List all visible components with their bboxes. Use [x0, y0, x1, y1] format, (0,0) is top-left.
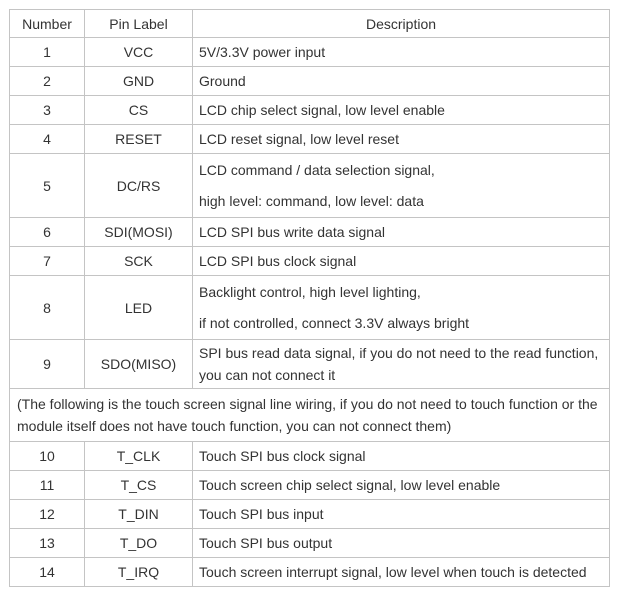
pin-label: DC/RS: [85, 154, 193, 218]
description-line-1: SPI bus read data signal, if you do not need to the read function,: [199, 345, 599, 361]
table-row: [10, 154, 610, 218]
pin-number: 9: [10, 340, 85, 389]
touch-note-line-1: (The following is the touch screen signal line wiring, if you do not need to touch function or the: [17, 396, 598, 412]
pin-number: 10: [10, 442, 85, 471]
pin-number: 5: [10, 154, 85, 218]
pin-label: T_CLK: [85, 442, 193, 471]
table-row: [10, 96, 610, 125]
table-row: [10, 218, 610, 247]
pin-description: Touch screen chip select signal, low level enable: [193, 471, 610, 500]
pin-number: 11: [10, 471, 85, 500]
header-row: [10, 10, 610, 38]
pin-description: Touch SPI bus output: [193, 529, 610, 558]
description-line-2: you can not connect it: [199, 367, 336, 383]
table-row: [10, 529, 610, 558]
pin-description: Touch screen interrupt signal, low level when touch is detected: [193, 558, 610, 587]
table-row: [10, 442, 610, 471]
pin-number: 2: [10, 67, 85, 96]
touch-note: [10, 389, 610, 442]
header-description: Description: [193, 10, 610, 38]
pin-number: 7: [10, 247, 85, 276]
pin-label: T_DO: [85, 529, 193, 558]
pin-label: LED: [85, 276, 193, 340]
table-row: [10, 125, 610, 154]
pin-label: SCK: [85, 247, 193, 276]
pin-description: LCD chip select signal, low level enable: [193, 96, 610, 125]
pin-label: GND: [85, 67, 193, 96]
pin-description: 5V/3.3V power input: [193, 38, 610, 67]
pin-description: [193, 276, 610, 340]
pin-table: [9, 9, 610, 587]
table-row: [10, 558, 610, 587]
description-line-2: if not controlled, connect 3.3V always bright: [199, 315, 470, 331]
pin-number: 6: [10, 218, 85, 247]
pin-number: 13: [10, 529, 85, 558]
pin-description: Ground: [193, 67, 610, 96]
pin-number: 4: [10, 125, 85, 154]
pin-description: LCD SPI bus clock signal: [193, 247, 610, 276]
pin-description: [193, 340, 610, 389]
table-row: [10, 471, 610, 500]
pin-description: Touch SPI bus input: [193, 500, 610, 529]
header-number: Number: [10, 10, 85, 38]
pin-description: LCD reset signal, low level reset: [193, 125, 610, 154]
pin-label: T_IRQ: [85, 558, 193, 587]
pin-label: T_DIN: [85, 500, 193, 529]
table-row: [10, 38, 610, 67]
table-row: [10, 276, 610, 340]
pin-label: RESET: [85, 125, 193, 154]
pin-number: 12: [10, 500, 85, 529]
pin-number: 1: [10, 38, 85, 67]
pin-label: SDI(MOSI): [85, 218, 193, 247]
header-pin-label: Pin Label: [85, 10, 193, 38]
pin-label: VCC: [85, 38, 193, 67]
description-line-1: Backlight control, high level lighting,: [199, 284, 421, 300]
pin-number: 14: [10, 558, 85, 587]
pin-label: CS: [85, 96, 193, 125]
table-row: [10, 500, 610, 529]
table-row: [10, 247, 610, 276]
table-row: [10, 340, 610, 389]
pin-description: [193, 154, 610, 218]
pin-label: T_CS: [85, 471, 193, 500]
description-line-1: LCD command / data selection signal,: [199, 162, 435, 178]
description-line-2: high level: command, low level: data: [199, 193, 424, 209]
pin-description: Touch SPI bus clock signal: [193, 442, 610, 471]
pin-label: SDO(MISO): [85, 340, 193, 389]
pin-number: 3: [10, 96, 85, 125]
pin-number: 8: [10, 276, 85, 340]
touch-note-line-2: module itself does not have touch function, you can not connect them): [17, 418, 452, 434]
pin-description: LCD SPI bus write data signal: [193, 218, 610, 247]
table-row: [10, 67, 610, 96]
touch-note-row: [10, 389, 610, 442]
